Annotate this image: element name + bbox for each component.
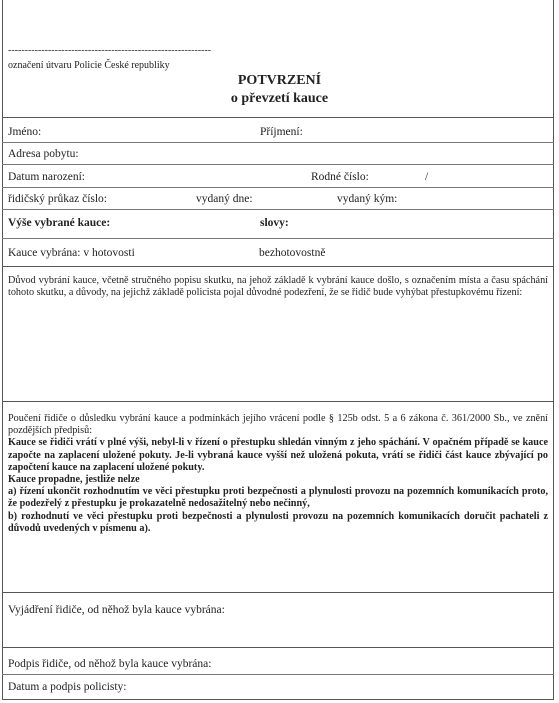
row-line [2,142,554,143]
divider [2,647,554,648]
issued-by-label: vydaný kým: [337,193,398,205]
document-subtitle: o převzetí kauce [230,91,329,106]
unit-label: označení útvaru Policie České republiky [8,60,170,71]
birth-number-slash: / [425,171,429,183]
row-line [2,164,554,165]
surname-label: Příjmení: [260,126,303,138]
name-label: Jméno: [8,126,42,138]
instruction-forfeit: Kauce propadne, jestliže nelze [8,474,140,486]
cashless-label: bezhotovostně [259,247,326,259]
instruction-forfeit-b: b) rozhodnutí ve věci přestupku proti bezpečnosti a plynulosti provozu na pozemních komunikacích doručit pachateli z důvodů uvedených v písmenu a). [8,510,548,534]
document-title: POTVRZENÍ [237,73,322,88]
reason-text: Důvod vybrání kauce, včetně stručného popisu skutku, na jehož základě k vybrání kauce došlo, s označením místa a času spáchání tohoto skutku, a důvody, na jejichž základě policista pojal důvodné podezření, že se řidič bude vyhýbat přestupkovému řízení: [8,275,548,299]
row-line [2,187,554,188]
issued-on-label: vydaný dne: [196,193,253,205]
divider [2,592,554,593]
license-label: řidičský průkaz číslo: [8,193,108,205]
instruction-block [8,413,548,535]
row-line [2,209,554,210]
officer-signature-label: Datum a podpis policisty: [8,681,127,693]
instruction-intro: Poučení řidiče o důsledku vybrání kauce a podmínkách jejího vrácení podle § 125b odst. 5 a 6 zákona č. 361/2000 Sb., ve znění pozdějších předpisů: [8,413,548,437]
driver-statement-label: Vyjádření řidiče, od něhož byla kauce vybrána: [8,604,225,616]
driver-signature-label: Podpis řidiče, od něhož byla kauce vybrána: [8,658,212,670]
birthdate-label: Datum narození: [8,171,85,183]
amount-words-label: slovy: [260,217,289,229]
divider [2,117,554,118]
instruction-forfeit-a: a) řízení ukončit rozhodnutím ve věci přestupku proti bezpečnosti a plynulosti provozu na pozemních komunikacích proto, že podezřelý z přestupku je prokazatelně nedosažitelný nebo nečinný, [8,486,548,510]
row-line [2,238,554,239]
divider [2,401,554,402]
instruction-refund: Kauce se řidiči vrátí v plné výši, nebyl-li v řízení o přestupku shledán vinným z jeho spáchání. V opačném případě se kauce započte na zaplacení uložené pokuty. Je-li vybraná kauce vyšší než uložená pokuta, vrátí se řidiči část kauce zbývající po započtení kauce na zaplacení uložené pokuty. [8,437,548,473]
divider [2,266,554,267]
cash-label: Kauce vybrána: v hotovosti [8,247,135,259]
unit-dashes: ------------------------------------------------------------- [8,45,212,56]
row-line [2,674,554,675]
address-label: Adresa pobytu: [8,148,79,160]
amount-label: Výše vybrané kauce: [8,217,111,229]
birth-number-label: Rodné číslo: [311,171,369,183]
